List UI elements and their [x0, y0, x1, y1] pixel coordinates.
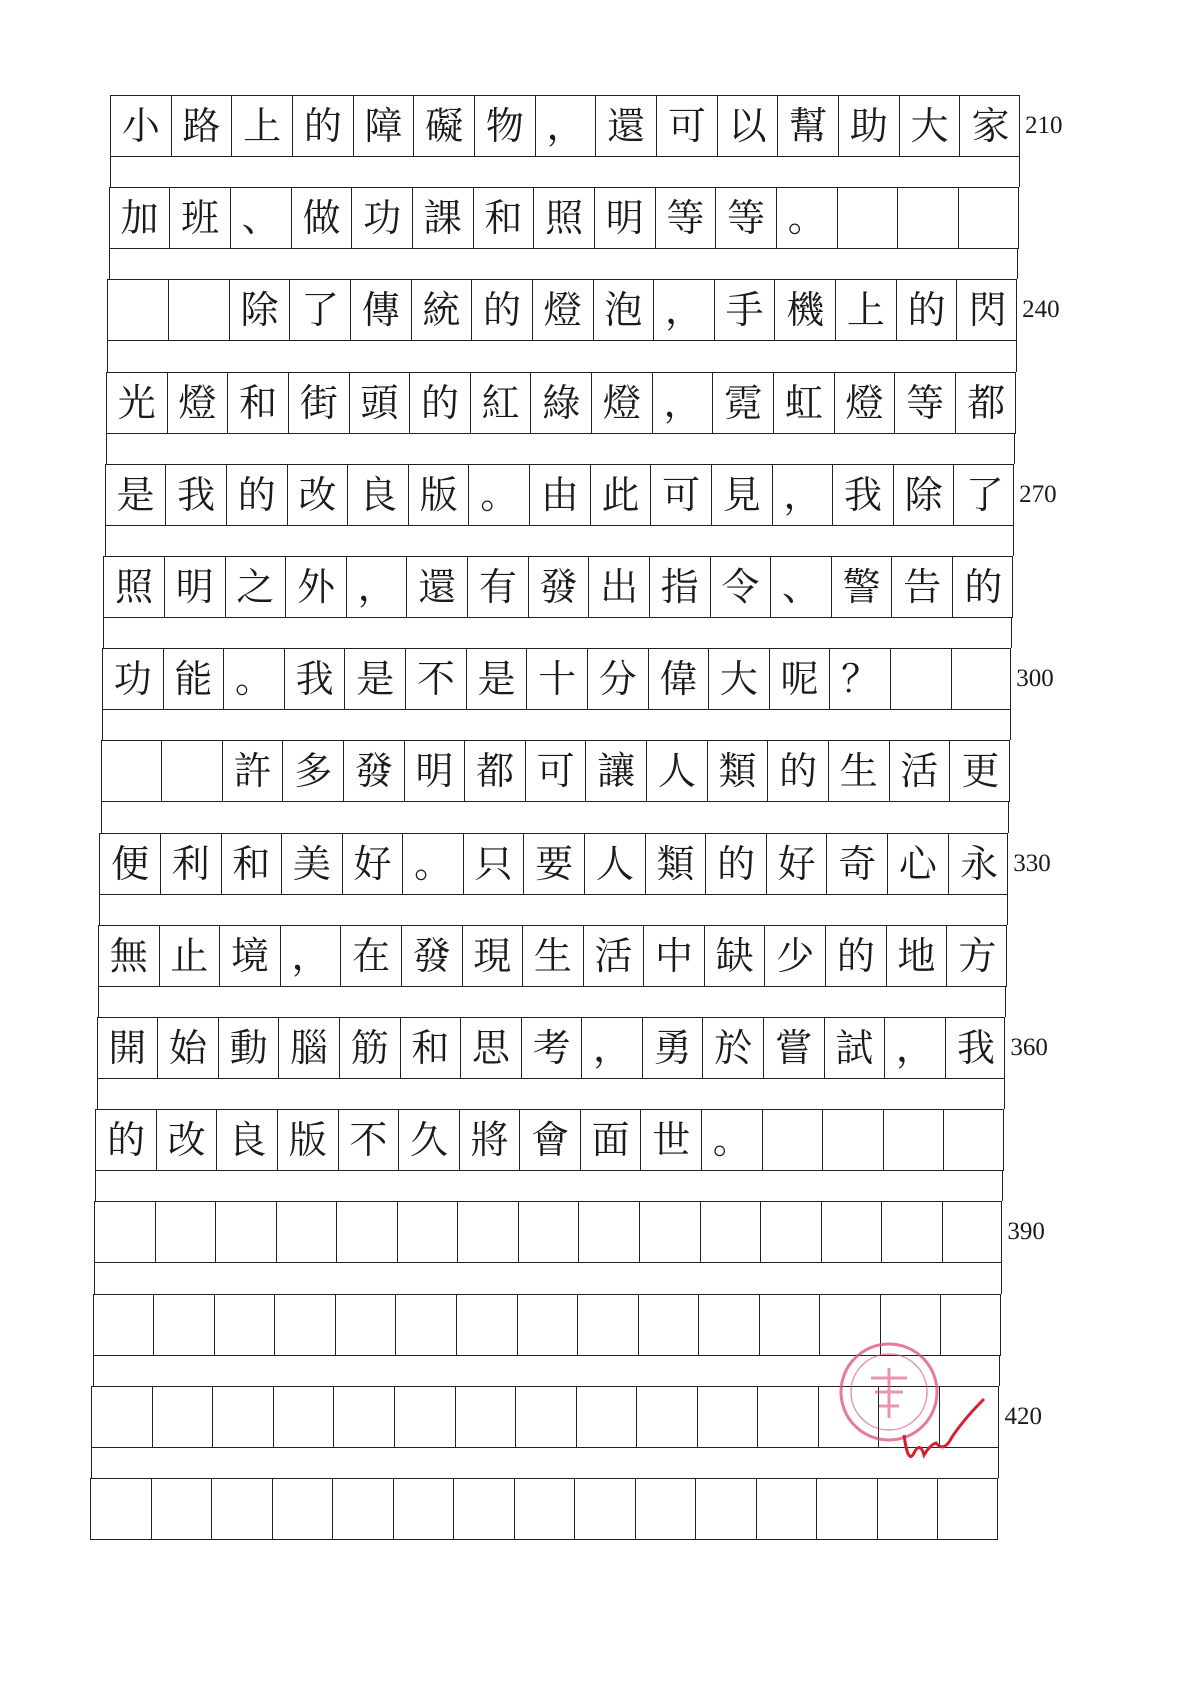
grid-cell: 小 [111, 96, 172, 156]
row-gutter-line [91, 1448, 92, 1478]
grid-cell [578, 1295, 639, 1355]
grid-cell: 明 [405, 741, 466, 801]
grid-cell [215, 1295, 276, 1355]
row-gutter-line [102, 710, 103, 740]
grid-cell: 勇 [643, 1018, 704, 1078]
row-gutter-line [1005, 987, 1006, 1017]
grid-cell [758, 1387, 819, 1447]
grid-cell [515, 1479, 576, 1539]
grid-cell: 上 [232, 96, 293, 156]
grid-cell [162, 741, 223, 801]
grid-cell [456, 1387, 517, 1447]
grid-cell: 能 [164, 649, 225, 709]
row-gutter-line [97, 1079, 98, 1109]
grid-cell: 照 [104, 557, 165, 617]
row-gutter-line [1004, 1079, 1005, 1109]
grid-cell: 班 [170, 188, 231, 248]
row-gutter-line [95, 1171, 96, 1201]
grid-cell [213, 1387, 274, 1447]
grid-row [105, 464, 1014, 526]
grid-cell [639, 1295, 700, 1355]
grid-cell: 等 [716, 188, 777, 248]
row-gutter-line [1011, 618, 1012, 648]
grid-cell [882, 1202, 943, 1262]
grid-cell [938, 1479, 999, 1539]
grid-cell: 永 [959, 841, 998, 886]
grid-cell: 令 [711, 557, 772, 617]
grid-cell: ， [773, 465, 834, 525]
grid-cell: 的 [293, 96, 354, 156]
grid-cell: 開 [98, 1018, 159, 1078]
grid-cell: 是 [467, 649, 528, 709]
grid-cell: 都 [967, 380, 1006, 425]
grid-cell: 燈 [592, 373, 653, 433]
grid-cell: 中 [644, 926, 705, 986]
grid-cell: 呢 [770, 649, 831, 709]
grid-cell: 指 [650, 557, 711, 617]
grid-cell: 除 [230, 280, 291, 340]
grid-cell: 功 [103, 649, 164, 709]
check-mark-icon [900, 1395, 990, 1470]
grid-cell: 紅 [471, 373, 532, 433]
grid-cell [637, 1387, 698, 1447]
grid-row [103, 556, 1012, 618]
row-gutter-line [1019, 157, 1020, 187]
grid-cell: 不 [406, 649, 467, 709]
grid-cell: 活 [890, 741, 951, 801]
grid-cell: 幫 [778, 96, 839, 156]
grid-cell: 更 [961, 749, 1000, 794]
grid-cell: 除 [894, 465, 955, 525]
grid-cell [640, 1202, 701, 1262]
grid-cell: 此 [591, 465, 652, 525]
grid-cell: 在 [341, 926, 402, 986]
grid-cell: 十 [527, 649, 588, 709]
grid-cell [274, 1387, 335, 1447]
grid-cell: 動 [219, 1018, 280, 1078]
character-count-label: 240 [1022, 296, 1060, 324]
grid-cell: 都 [465, 741, 526, 801]
grid-row [98, 925, 1007, 987]
grid-cell: 助 [839, 96, 900, 156]
grid-cell: 。 [403, 834, 464, 894]
grid-cell: 於 [703, 1018, 764, 1078]
grid-cell: ， [582, 1018, 643, 1078]
grid-cell: 頭 [350, 373, 411, 433]
grid-cell [838, 188, 899, 248]
grid-cell: 類 [708, 741, 769, 801]
grid-row [102, 648, 1011, 710]
grid-cell [760, 1295, 821, 1355]
grid-cell: 奇 [827, 834, 888, 894]
grid-cell: 無 [99, 926, 160, 986]
grid-cell [761, 1202, 822, 1262]
grid-cell: 試 [825, 1018, 886, 1078]
grid-cell: 的 [826, 926, 887, 986]
grid-cell [334, 1387, 395, 1447]
grid-cell: 我 [957, 1026, 996, 1070]
row-gutter-line [98, 987, 99, 1017]
grid-cell: 明 [595, 188, 656, 248]
grid-cell [277, 1202, 338, 1262]
grid-cell: 燈 [168, 373, 229, 433]
grid-cell: 虹 [774, 373, 835, 433]
grid-cell: ？ [830, 649, 891, 709]
grid-cell: 不 [339, 1110, 400, 1170]
grid-cell: 世 [641, 1110, 702, 1170]
row-gutter-line [101, 802, 102, 832]
grid-cell: 大 [709, 649, 770, 709]
grid-cell [898, 188, 959, 248]
row-gutter-line [109, 249, 110, 279]
grid-cell: 久 [399, 1110, 460, 1170]
grid-cell: 之 [226, 557, 287, 617]
grid-cell: 的 [706, 834, 767, 894]
grid-cell: 警 [832, 557, 893, 617]
grid-cell: 人 [585, 834, 646, 894]
grid-cell: 有 [468, 557, 529, 617]
grid-cell [336, 1295, 397, 1355]
grid-cell: 障 [354, 96, 415, 156]
grid-cell: 照 [534, 188, 595, 248]
grid-cell: ， [885, 1018, 946, 1078]
grid-cell: 改 [288, 465, 349, 525]
grid-cell: 霓 [713, 373, 774, 433]
grid-cell: 可 [657, 96, 718, 156]
grid-cell: ， [653, 373, 714, 433]
grid-cell: 方 [958, 933, 997, 978]
grid-cell: 的 [410, 373, 471, 433]
row-gutter-line [94, 1263, 95, 1293]
grid-cell [394, 1479, 455, 1539]
grid-cell [457, 1295, 518, 1355]
grid-cell: 由 [530, 465, 591, 525]
grid-cell: 我 [166, 465, 227, 525]
grid-cell [92, 1387, 153, 1447]
grid-cell: 閃 [968, 288, 1007, 333]
row-gutter-line [1008, 802, 1009, 832]
grid-cell: 缺 [705, 926, 766, 986]
grid-cell [102, 741, 163, 801]
grid-row [94, 1201, 1002, 1263]
grid-cell [579, 1202, 640, 1262]
grid-cell: 。 [777, 188, 838, 248]
grid-cell: 是 [345, 649, 406, 709]
grid-cell: 始 [158, 1018, 219, 1078]
grid-cell [519, 1202, 580, 1262]
grid-cell: 手 [715, 280, 776, 340]
grid-cell: 偉 [649, 649, 710, 709]
grid-cell: 泡 [594, 280, 655, 340]
row-gutter-line [999, 1356, 1000, 1386]
grid-cell: 見 [712, 465, 773, 525]
grid-cell [333, 1479, 394, 1539]
grid-cell [823, 1110, 884, 1170]
grid-row [106, 372, 1016, 434]
grid-cell: 物 [475, 96, 536, 156]
grid-cell: 好 [767, 834, 828, 894]
grid-cell: 只 [464, 834, 525, 894]
grid-cell [959, 188, 1020, 248]
grid-cell [396, 1295, 457, 1355]
row-gutter-line [1007, 895, 1008, 925]
grid-cell: 發 [344, 741, 405, 801]
grid-row [90, 1478, 998, 1540]
grid-cell [575, 1479, 636, 1539]
grid-cell: 還 [596, 96, 657, 156]
grid-cell [95, 1202, 156, 1262]
grid-cell [337, 1202, 398, 1262]
grid-cell: 便 [100, 834, 161, 894]
grid-cell [152, 1479, 213, 1539]
grid-cell: 讓 [586, 741, 647, 801]
grid-cell: 家 [971, 104, 1010, 148]
character-count-label: 360 [1010, 1034, 1048, 1061]
grid-cell [91, 1479, 152, 1539]
grid-cell: 思 [461, 1018, 522, 1078]
grid-cell [398, 1202, 459, 1262]
row-gutter-line [1016, 341, 1017, 371]
grid-row [101, 740, 1010, 802]
grid-cell: 版 [278, 1110, 339, 1170]
grid-cell [458, 1202, 519, 1262]
grid-cell: ， [654, 280, 715, 340]
grid-cell: 出 [589, 557, 650, 617]
grid-cell: 類 [646, 834, 707, 894]
grid-cell: 要 [524, 834, 585, 894]
grid-row [97, 1017, 1006, 1079]
grid-cell [701, 1202, 762, 1262]
grid-cell [878, 1479, 939, 1539]
grid-cell: 街 [289, 373, 350, 433]
row-gutter-line [106, 434, 107, 464]
grid-cell [516, 1387, 577, 1447]
row-gutter-line [99, 895, 100, 925]
grid-cell: 、 [231, 188, 292, 248]
grid-cell [518, 1295, 579, 1355]
grid-cell: 地 [887, 926, 948, 986]
grid-row [99, 833, 1008, 895]
grid-cell [698, 1387, 759, 1447]
grid-cell: 活 [584, 926, 645, 986]
grid-cell: 生 [829, 741, 890, 801]
grid-cell: 良 [348, 465, 409, 525]
grid-cell [212, 1479, 273, 1539]
grid-cell [156, 1202, 217, 1262]
grid-cell: 的 [96, 1110, 157, 1170]
grid-cell: 路 [172, 96, 233, 156]
grid-cell: 和 [474, 188, 535, 248]
grid-cell: 境 [220, 926, 281, 986]
character-count-label: 420 [1004, 1402, 1042, 1430]
grid-cell [884, 1110, 945, 1170]
grid-cell: 可 [526, 741, 587, 801]
grid-cell: 發 [529, 557, 590, 617]
grid-cell: 。 [224, 649, 285, 709]
grid-cell [154, 1295, 215, 1355]
row-gutter-line [1002, 1171, 1003, 1201]
grid-cell [757, 1479, 818, 1539]
grid-cell: 人 [647, 741, 708, 801]
grid-row [110, 95, 1020, 157]
grid-cell: ， [281, 926, 342, 986]
character-count-label: 300 [1016, 665, 1054, 693]
grid-cell: 礙 [414, 96, 475, 156]
grid-cell [216, 1202, 277, 1262]
grid-cell: 考 [522, 1018, 583, 1078]
grid-cell: 。 [469, 465, 530, 525]
grid-cell [636, 1479, 697, 1539]
grid-cell: 了 [965, 472, 1004, 517]
grid-cell: 大 [900, 96, 961, 156]
grid-cell [952, 649, 1013, 709]
grid-cell: 我 [285, 649, 346, 709]
grid-cell [395, 1387, 456, 1447]
grid-cell [153, 1387, 214, 1447]
grid-cell [943, 1202, 1004, 1262]
grid-cell: 和 [228, 373, 289, 433]
grid-cell: 將 [460, 1110, 521, 1170]
grid-cell: 課 [413, 188, 474, 248]
grid-cell: 等 [895, 373, 956, 433]
character-count-label: 330 [1013, 849, 1051, 877]
grid-cell: 良 [217, 1110, 278, 1170]
grid-cell: 筋 [340, 1018, 401, 1078]
grid-cell: 的 [964, 565, 1003, 609]
grid-cell [454, 1479, 515, 1539]
grid-cell: 明 [165, 557, 226, 617]
grid-cell: 綠 [531, 373, 592, 433]
grid-cell [275, 1295, 336, 1355]
grid-cell [108, 280, 169, 340]
grid-cell [696, 1479, 757, 1539]
grid-cell: 止 [160, 926, 221, 986]
row-gutter-line [1013, 526, 1014, 556]
grid-cell: 多 [283, 741, 344, 801]
grid-cell [941, 1295, 1002, 1355]
row-gutter-line [1014, 434, 1015, 464]
grid-row [95, 1109, 1004, 1171]
grid-cell: 功 [352, 188, 413, 248]
grid-cell: 版 [409, 465, 470, 525]
grid-cell [944, 1110, 1005, 1170]
grid-cell: 光 [107, 373, 168, 433]
grid-cell: 外 [286, 557, 347, 617]
grid-cell: 心 [888, 834, 949, 894]
row-gutter-line [103, 618, 104, 648]
grid-cell: 燈 [533, 280, 594, 340]
grid-cell: 生 [523, 926, 584, 986]
grid-cell: 的 [472, 280, 533, 340]
grid-cell: 發 [402, 926, 463, 986]
grid-cell: 告 [892, 557, 953, 617]
grid-cell: 的 [897, 280, 958, 340]
grid-cell: 面 [581, 1110, 642, 1170]
grid-cell: 利 [161, 834, 222, 894]
grid-cell: 分 [588, 649, 649, 709]
grid-cell [577, 1387, 638, 1447]
grid-cell: 是 [106, 465, 167, 525]
grid-cell [817, 1479, 878, 1539]
grid-cell: 了 [290, 280, 351, 340]
grid-cell: 加 [110, 188, 171, 248]
grid-cell [94, 1295, 155, 1355]
grid-cell: 現 [463, 926, 524, 986]
grid-cell: 和 [401, 1018, 462, 1078]
row-gutter-line [110, 157, 111, 187]
grid-cell: 統 [412, 280, 473, 340]
grid-cell: 、 [771, 557, 832, 617]
grid-cell: 許 [223, 741, 284, 801]
grid-cell: 少 [765, 926, 826, 986]
row-gutter-line [1010, 710, 1011, 740]
row-gutter-line [93, 1356, 94, 1386]
grid-row [109, 187, 1019, 249]
row-gutter-line [105, 526, 106, 556]
grid-cell [891, 649, 952, 709]
grid-cell [273, 1479, 334, 1539]
grid-cell: ， [347, 557, 408, 617]
row-gutter-line [998, 1448, 999, 1478]
grid-row [107, 279, 1017, 341]
grid-cell: 的 [768, 741, 829, 801]
grid-cell: 我 [833, 465, 894, 525]
grid-cell: 改 [157, 1110, 218, 1170]
row-gutter-line [1017, 249, 1018, 279]
grid-cell: 可 [651, 465, 712, 525]
grid-cell: 腦 [279, 1018, 340, 1078]
grid-cell: 。 [702, 1110, 763, 1170]
character-count-label: 390 [1007, 1218, 1045, 1246]
grid-cell [169, 280, 230, 340]
grid-cell: 和 [222, 834, 283, 894]
grid-cell: 以 [718, 96, 779, 156]
grid-cell: 美 [282, 834, 343, 894]
grid-cell: 會 [520, 1110, 581, 1170]
grid-cell: 做 [292, 188, 353, 248]
grid-cell [763, 1110, 824, 1170]
grid-cell [822, 1202, 883, 1262]
grid-cell: 等 [656, 188, 717, 248]
grid-cell: 嘗 [764, 1018, 825, 1078]
character-count-label: 270 [1019, 480, 1057, 508]
grid-cell: 傳 [351, 280, 412, 340]
grid-cell: 機 [775, 280, 836, 340]
grid-cell [699, 1295, 760, 1355]
row-gutter-line [1001, 1263, 1002, 1293]
grid-cell: 好 [343, 834, 404, 894]
character-count-label: 210 [1025, 112, 1063, 139]
grid-cell: 上 [836, 280, 897, 340]
grid-cell: 還 [407, 557, 468, 617]
grid-cell: ， [536, 96, 597, 156]
grid-cell: 燈 [835, 373, 896, 433]
row-gutter-line [107, 341, 108, 371]
grid-cell: 的 [227, 465, 288, 525]
